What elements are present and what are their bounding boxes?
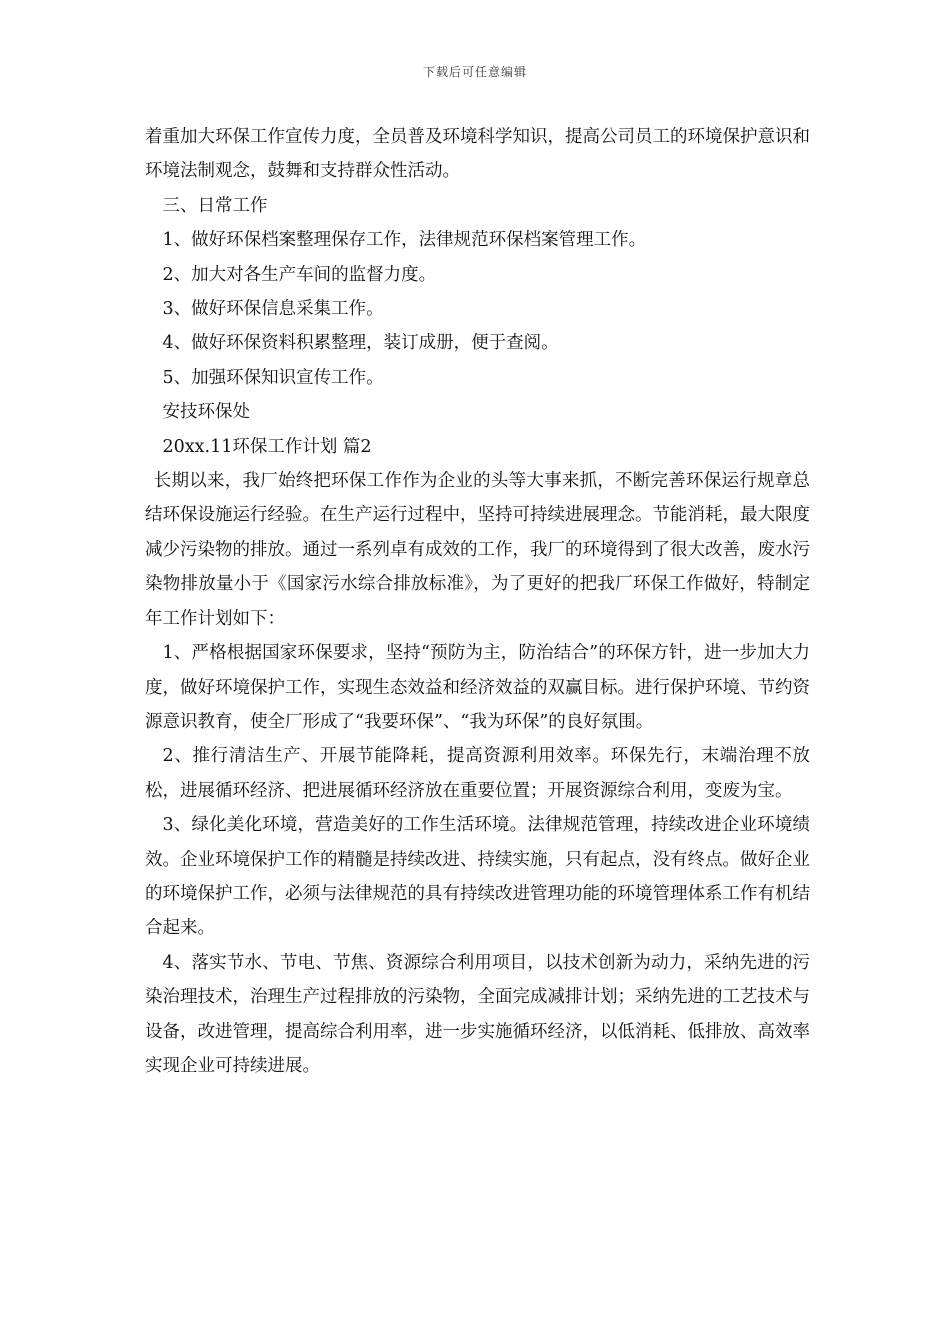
list-item: 4、做好环保资料积累整理，装订成册，便于查阅。 [162, 333, 559, 354]
paragraph-intro: 长期以来，我厂始终把环保工作作为企业的头等大事来抓，不断完善环保运行规章总结环保设施运行经验。在生产运行过程中，坚持可持续进展理念。节能消耗，最大限度减少污染物的排放。通过一系列卓有成效的工作，我厂的环境得到了很大改善，废水污染物排放量小于《国家污水综合排放标准》，为了更好的把我厂环保工作做好，特制定年工作计划如下： [145, 471, 810, 629]
plan-item: 1、严格根据国家环保要求，坚持“预防为主，防治结合”的环保方针，进一步加大力度，做好环境保护工作，实现生态效益和经济效益的双赢目标。进行保护环境、节约资源意识教育，使全厂形成了“我要环保”、“我为环保”的良好氛围。 [145, 643, 810, 732]
signature: 安技环保处 [162, 402, 250, 423]
page-header: 下载后可任意编辑 [422, 65, 527, 79]
list-item: 2、加大对各生产车间的监督力度。 [162, 264, 437, 285]
document-body [145, 120, 810, 1083]
plan-item: 2、推行清洁生产、开展节能降耗，提高资源利用效率。环保先行，末端治理不放松，进展循环经济、把进展循环经济放在重要位置；开展资源综合利用，变废为宝。 [145, 746, 810, 801]
plan-item: 4、落实节水、节电、节焦、资源综合利用项目，以技术创新为动力，采纳先进的污染治理技术，治理生产过程排放的污染物，全面完成减排计划；采纳先进的工艺技术与设备，改进管理，提高综合利用率，进一步实施循环经济，以低消耗、低排放、高效率实现企业可持续进展。 [145, 952, 810, 1076]
plan-item: 3、绿化美化环境，营造美好的工作生活环境。法律规范管理，持续改进企业环境绩效。企业环境保护工作的精髓是持续改进、持续实施，只有起点，没有终点。做好企业的环境保护工作，必须与法律规范的具有持续改进管理功能的环境管理体系工作有机结合起来。 [145, 815, 810, 939]
section-heading-daily-work: 三、日常工作 [162, 195, 268, 216]
list-item: 5、加强环保知识宣传工作。 [162, 367, 384, 388]
plan-title: 20xx.11环保工作计划 篇2 [162, 436, 372, 457]
list-item: 1、做好环保档案整理保存工作，法律规范环保档案管理工作。 [162, 230, 647, 251]
paragraph-publicity: 着重加大环保工作宣传力度，全员普及环境科学知识，提高公司员工的环境保护意识和环境法制观念，鼓舞和支持群众性活动。 [145, 127, 810, 182]
list-item: 3、做好环保信息采集工作。 [162, 299, 384, 320]
